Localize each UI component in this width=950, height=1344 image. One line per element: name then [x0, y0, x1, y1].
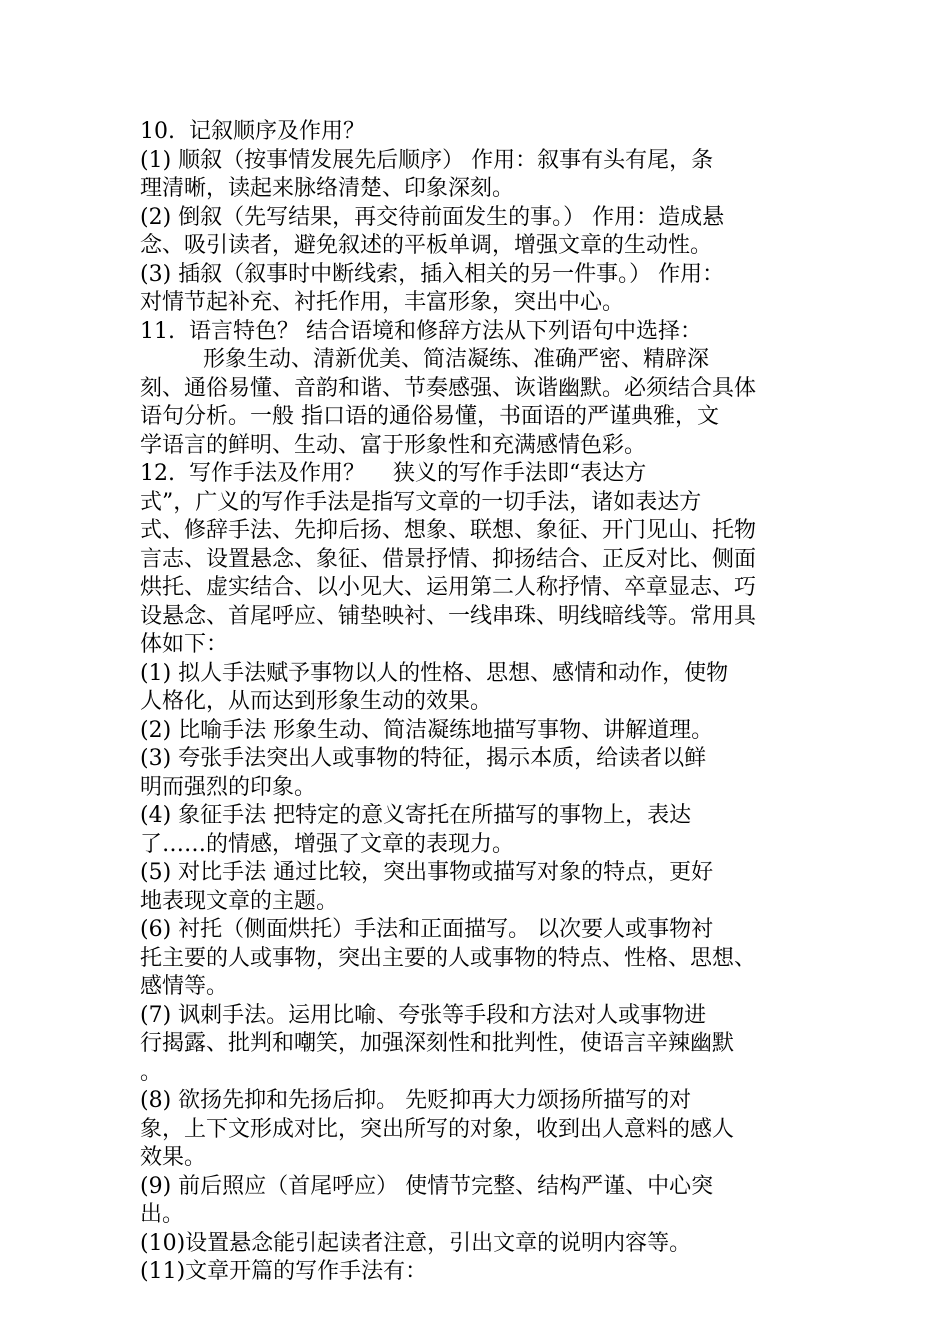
- text-line: (3) 插叙（叙事时中断线索，插入相关的另一件事。） 作用：: [140, 261, 725, 287]
- heading-writing-techniques: 12. 写作手法及作用？ 狭义的写作手法即“表达方: [140, 461, 647, 486]
- text-line: 效果。: [140, 1145, 207, 1170]
- text-line: 念、吸引读者，避免叙述的平板单调，增强文章的生动性。: [140, 233, 713, 258]
- text-line: (1) 拟人手法赋予事物以人的性格、思想、感情和动作，使物: [140, 660, 729, 686]
- text-line: 理清晰，读起来脉络清楚、印象深刻。: [140, 176, 515, 201]
- text-line: 。: [140, 1059, 163, 1085]
- text-line: 言志、设置悬念、象征、借景抒情、抑扬结合、正反对比、侧面: [140, 546, 757, 572]
- text-line: 明而强烈的印象。: [140, 774, 317, 800]
- text-line: 象，上下文形成对比，突出所写的对象，收到出人意料的感人: [140, 1116, 735, 1142]
- heading-narrative-order: 10. 记叙顺序及作用？: [140, 119, 365, 144]
- text-line: (3) 夸张手法突出人或事物的特征，揭示本质，给读者以鲜: [140, 746, 707, 771]
- text-line: 对情节起补充、衬托作用，丰富形象，突出中心。: [140, 290, 625, 315]
- text-line: (1) 顺叙（按事情发展先后顺序） 作用：叙事有头有尾，条: [140, 147, 714, 173]
- text-line: 体如下：: [140, 632, 229, 657]
- text-line: 设悬念、首尾呼应、铺垫映衬、一线串珠、明线暗线等。常用具: [140, 603, 757, 629]
- text-line: 地表现文章的主题。: [140, 888, 339, 914]
- document-body: [140, 118, 830, 1287]
- text-line: (5) 对比手法 通过比较，突出事物或描写对象的特点，更好: [140, 860, 714, 885]
- text-line: 式、修辞手法、先抑后扬、想象、联想、象征、开门见山、托物: [140, 518, 757, 543]
- text-line: 烘托、虚实结合、以小见大、运用第二人称抒情、卒章显志、巧: [140, 575, 757, 600]
- text-line: 出。: [140, 1202, 185, 1227]
- text-line: 了……的情感，增强了文章的表现力。: [140, 831, 515, 857]
- text-line: 人格化，从而达到形象生动的效果。: [140, 689, 493, 714]
- text-line: (8) 欲扬先抑和先扬后抑。 先贬抑再大力颂扬所描写的对: [140, 1088, 692, 1113]
- text-line: (6) 衬托（侧面烘托）手法和正面描写。 以次要人或事物衬: [140, 917, 714, 942]
- text-line: (10)设置悬念能引起读者注意，引出文章的说明内容等。: [140, 1230, 692, 1256]
- text-line: 行揭露、批判和嘲笑，加强深刻性和批判性，使语言辛辣幽默: [140, 1031, 735, 1056]
- text-line: 式”，广义的写作手法是指写文章的一切手法，诸如表达方: [140, 489, 702, 515]
- text-line: 学语言的鲜明、生动、富于形象性和充满感情色彩。: [140, 432, 647, 458]
- text-line: (4) 象征手法 把特定的意义寄托在所描写的事物上，表达: [140, 803, 692, 828]
- heading-language-features: 11. 语言特色？ 结合语境和修辞方法从下列语句中选择：: [140, 318, 702, 344]
- text-line: 语句分析。一般 指口语的通俗易懂，书面语的严谨典雅，文: [140, 404, 719, 429]
- text-line: 托主要的人或事物，突出主要的人或事物的特点、性格、思想、: [140, 945, 757, 971]
- text-line: 刻、通俗易懂、音韵和谐、节奏感强、诙谐幽默。必须结合具体: [140, 375, 757, 401]
- text-line: (9) 前后照应（首尾呼应） 使情节完整、结构严谨、中心突: [140, 1173, 714, 1199]
- text-line: 形象生动、清新优美、简洁凝练、准确严密、精辟深: [140, 347, 709, 372]
- text-line: (7) 讽刺手法。运用比喻、夸张等手段和方法对人或事物进: [140, 1002, 707, 1028]
- text-line: (2) 比喻手法 形象生动、简洁凝练地描写事物、讲解道理。: [140, 717, 714, 743]
- text-line: 感情等。: [140, 974, 229, 999]
- text-line: (2) 倒叙（先写结果，再交待前面发生的事。） 作用：造成悬: [140, 204, 725, 230]
- text-line: (11)文章开篇的写作手法有：: [140, 1259, 428, 1284]
